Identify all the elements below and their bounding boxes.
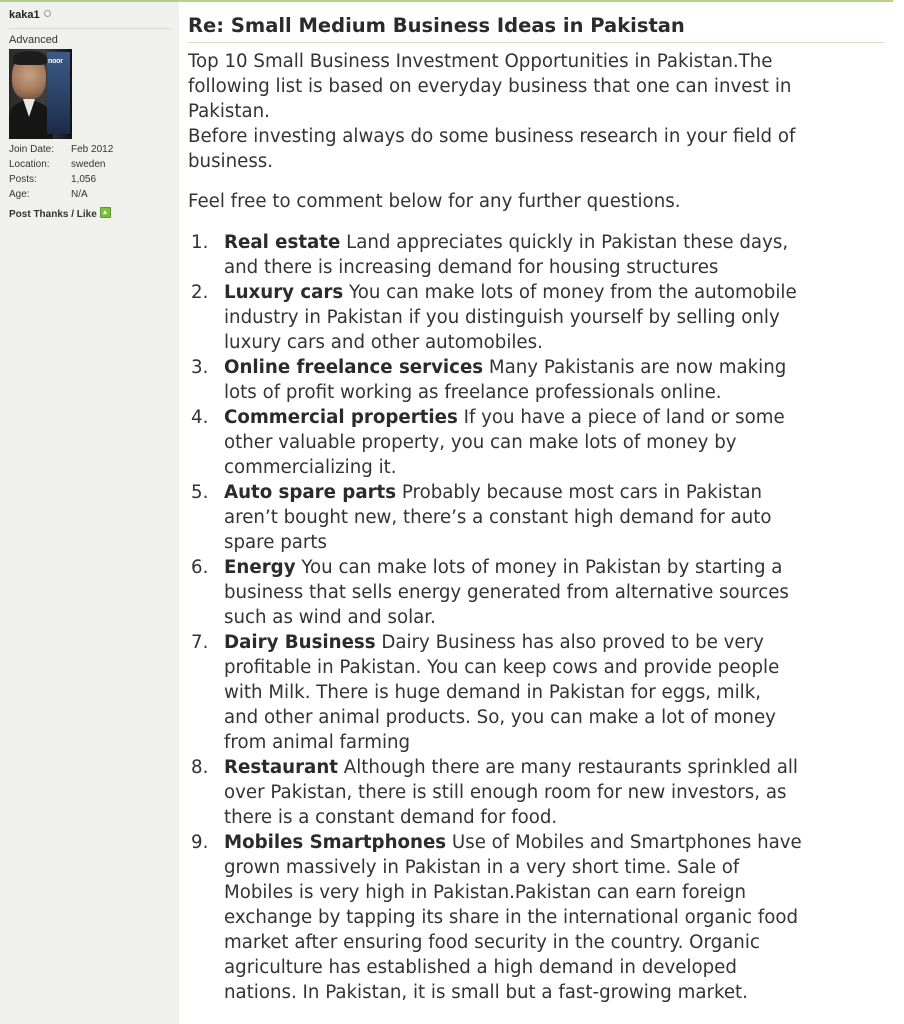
list-item	[188, 355, 888, 405]
list-item	[188, 280, 888, 355]
list-item-text: market after ensuring food security in the country. Organic	[224, 932, 760, 953]
list-item-heading: Luxury cars	[224, 282, 344, 303]
list-item-number: 9.	[191, 832, 209, 853]
list-item-number: 2.	[191, 282, 209, 303]
list-item-heading: Restaurant	[224, 757, 338, 778]
list-item-line	[224, 605, 888, 630]
list-item-line	[224, 455, 888, 480]
list-item-first-line	[224, 830, 888, 855]
post-title: Re: Small Medium Business Ideas in Pakistan	[188, 14, 685, 37]
list-item	[188, 480, 888, 555]
list-item-heading: Dairy Business	[224, 632, 376, 653]
list-item-text: commercializing it.	[224, 457, 397, 478]
username-row	[9, 9, 51, 21]
list-item-text: such as wind and solar.	[224, 607, 436, 628]
list-item-first-line	[224, 755, 888, 780]
list-item-line	[224, 430, 888, 455]
user-rank-title: Advanced	[9, 34, 58, 46]
intro-line: Top 10 Small Business Investment Opportunities in Pakistan.The	[188, 51, 773, 72]
username-link[interactable]: kaka1	[9, 9, 40, 21]
list-item-line	[224, 505, 888, 530]
list-item-first-line	[224, 230, 888, 255]
list-item-number: 3.	[191, 357, 209, 378]
list-item-text: You can make lots of money from the automobile	[343, 282, 797, 303]
list-item-text: luxury cars and other automobiles.	[224, 332, 543, 353]
list-item	[188, 755, 888, 830]
join-date-label: Join Date:	[9, 144, 55, 155]
list-item-first-line	[224, 355, 888, 380]
post-intro	[188, 49, 888, 214]
sidebar-divider	[9, 28, 171, 29]
list-item	[188, 830, 888, 1005]
list-item-heading: Auto spare parts	[224, 482, 397, 503]
list-item	[188, 630, 888, 755]
avatar-cover-title: noor	[48, 58, 63, 65]
posts-label: Posts:	[9, 174, 37, 185]
list-item-line	[224, 655, 888, 680]
list-item-text: exchange by tapping its share in the international organic food	[224, 907, 799, 928]
list-item-text: grown massively in Pakistan in a very short time. Sale of	[224, 857, 740, 878]
list-item-text: business that sells energy generated from alternative sources	[224, 582, 789, 603]
list-item-line	[224, 580, 888, 605]
list-item-text: agriculture has established a high demand in developed	[224, 957, 737, 978]
list-item-text: with Milk. There is huge demand in Pakistan for eggs, milk,	[224, 682, 762, 703]
list-item-text: lots of profit working as freelance professionals online.	[224, 382, 722, 403]
intro-line: business.	[188, 151, 274, 172]
list-item-text: Probably because most cars in Pakistan	[396, 482, 763, 503]
paragraph-gap	[188, 174, 888, 189]
location-label: Location:	[9, 159, 50, 170]
list-item-heading: Real estate	[224, 232, 341, 253]
list-item-line	[224, 705, 888, 730]
list-item-text: and other animal products. So, you can make a lot of money	[224, 707, 776, 728]
join-date-value: Feb 2012	[71, 144, 114, 155]
list-item-text: Dairy Business has also proved to be very	[375, 632, 764, 653]
comment-line: Feel free to comment below for any further questions.	[188, 191, 681, 212]
list-item-number: 1.	[191, 232, 209, 253]
list-item-text: from animal farming	[224, 732, 411, 753]
list-item-text: aren’t bought new, there’s a constant high demand for auto	[224, 507, 772, 528]
list-item-text: and there is increasing demand for housing structures	[224, 257, 719, 278]
list-item-first-line	[224, 555, 888, 580]
list-item-text: You can make lots of money in Pakistan by starting a	[295, 557, 783, 578]
list-item-line	[224, 330, 888, 355]
list-item-text: spare parts	[224, 532, 327, 553]
list-item-line	[224, 380, 888, 405]
list-item-heading: Online freelance services	[224, 357, 484, 378]
list-item-heading: Energy	[224, 557, 296, 578]
list-item-line	[224, 980, 888, 1005]
age-label: Age:	[9, 189, 30, 200]
list-item-first-line	[224, 630, 888, 655]
list-item-line	[224, 255, 888, 280]
post-thanks-like[interactable]	[9, 207, 111, 220]
list-item-number: 7.	[191, 632, 209, 653]
list-item-text: Mobiles is very high in Pakistan.Pakistan can earn foreign	[224, 882, 747, 903]
list-item-line	[224, 855, 888, 880]
list-item-text: other valuable property, you can make lots of money by	[224, 432, 737, 453]
user-sidebar	[0, 2, 179, 1024]
list-item-line	[224, 880, 888, 905]
list-item	[188, 230, 888, 280]
list-item-line	[224, 305, 888, 330]
list-item-heading: Commercial properties	[224, 407, 458, 428]
list-item-text: profitable in Pakistan. You can keep cows and provide people	[224, 657, 780, 678]
list-item-line	[224, 930, 888, 955]
title-divider	[188, 42, 884, 43]
list-item-line	[224, 905, 888, 930]
list-item-first-line	[224, 405, 888, 430]
location-value: sweden	[71, 159, 106, 170]
list-item-heading: Mobiles Smartphones	[224, 832, 447, 853]
list-item-line	[224, 780, 888, 805]
list-item-text: over Pakistan, there is still enough room for new investors, as	[224, 782, 787, 803]
intro-line: following list is based on everyday business that one can invest in	[188, 76, 792, 97]
list-item	[188, 405, 888, 480]
list-item-text: Although there are many restaurants sprinkled all	[337, 757, 798, 778]
intro-line: Before investing always do some business research in your field of	[188, 126, 796, 147]
list-item-line	[224, 805, 888, 830]
list-item-line	[224, 730, 888, 755]
list-item-text: Use of Mobiles and Smartphones have	[446, 832, 802, 853]
list-item-number: 5.	[191, 482, 209, 503]
list-item-line	[224, 955, 888, 980]
list-item	[188, 555, 888, 630]
list-item-text: Land appreciates quickly in Pakistan these days,	[340, 232, 789, 253]
list-item-text: there is a constant demand for food.	[224, 807, 558, 828]
list-item-text: nations. In Pakistan, it is small but a fast-growing market.	[224, 982, 748, 1003]
avatar-hair	[13, 51, 47, 65]
posts-value: 1,056	[71, 174, 97, 185]
intro-line: Pakistan.	[188, 101, 270, 122]
avatar-magazine-cover	[47, 52, 70, 134]
list-item-first-line	[224, 480, 888, 505]
list-item-number: 6.	[191, 557, 209, 578]
list-item-line	[224, 680, 888, 705]
post-thanks-label: Post Thanks / Like	[9, 209, 97, 220]
list-item-line	[224, 530, 888, 555]
list-item-first-line	[224, 280, 888, 305]
business-list	[188, 230, 888, 1005]
list-item-text: Many Pakistanis are now making	[483, 357, 787, 378]
list-item-text: If you have a piece of land or some	[457, 407, 785, 428]
thumbs-up-icon[interactable]	[100, 207, 111, 218]
offline-status-icon	[44, 10, 51, 17]
list-item-number: 4.	[191, 407, 209, 428]
age-value: N/A	[71, 189, 88, 200]
list-item-text: industry in Pakistan if you distinguish yourself by selling only	[224, 307, 780, 328]
list-item-number: 8.	[191, 757, 209, 778]
avatar[interactable]	[9, 49, 72, 139]
